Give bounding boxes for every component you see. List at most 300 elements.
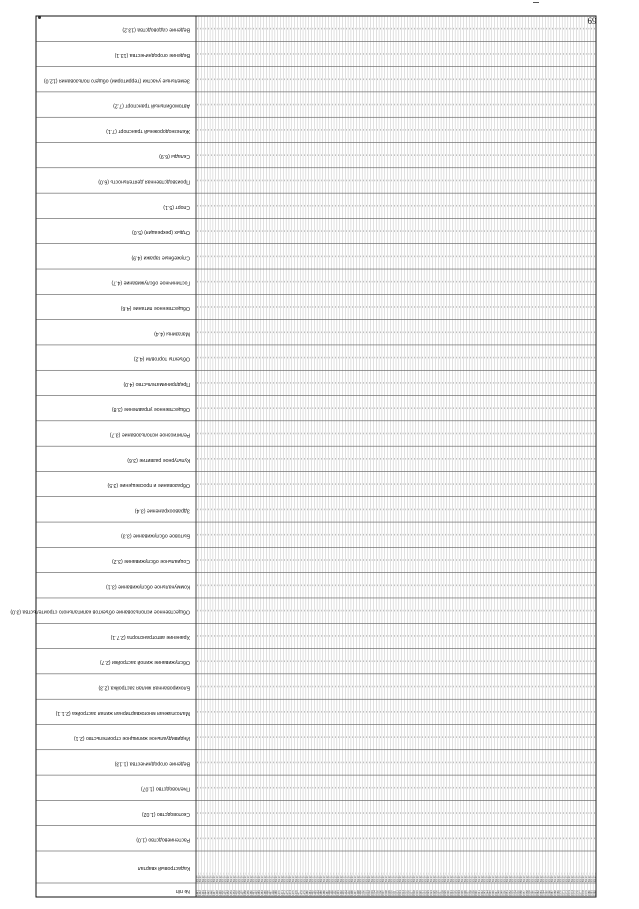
row-quarter: 63:17:... [514, 872, 518, 882]
row-number: 1537 [466, 890, 470, 896]
row-number: 1514 [401, 890, 405, 896]
row-number: 1527 [438, 890, 442, 896]
column-header: Обслуживание жилой застройки (2.7) [99, 659, 190, 666]
row-number: 1464 [261, 890, 265, 896]
row-quarter: 63:17:... [207, 872, 211, 882]
row-number: 1480 [306, 890, 310, 896]
row-number: 1515 [404, 890, 408, 896]
row-quarter: 63:17:... [486, 872, 490, 882]
row-number: 1478 [300, 890, 304, 896]
row-number: 1524 [430, 890, 434, 896]
row-number: 1556 [520, 890, 524, 896]
row-quarter: 63:17:... [506, 872, 510, 882]
row-quarter: 63:17:... [542, 872, 546, 882]
row-quarter: 63:17:... [297, 872, 301, 882]
row-quarter: 63:17:... [568, 872, 572, 882]
row-number: 1554 [514, 890, 518, 896]
row-number: 1483 [314, 890, 318, 896]
row-number: 1450 [221, 890, 225, 896]
column-header: Бытовое обслуживание (3.3) [120, 532, 190, 539]
row-number: 1577 [579, 890, 583, 896]
column-header: Блокированная жилая застройка (2.3) [98, 684, 190, 691]
row-number: 1451 [224, 890, 228, 896]
row-number: 1453 [230, 890, 234, 896]
row-quarter: 63:17:... [258, 872, 262, 882]
row-quarter: 63:17:... [323, 872, 327, 882]
row-number: 1491 [337, 890, 341, 896]
row-number: 1460 [249, 890, 253, 896]
column-header: Общественное управление (3.8) [111, 406, 190, 413]
row-quarter: 63:17:... [356, 872, 360, 882]
row-number: 1579 [584, 890, 588, 896]
row-number: 1541 [477, 890, 481, 896]
column-header: Автомобильный транспорт (7.2) [113, 102, 190, 109]
row-number: 1517 [410, 890, 414, 896]
column-header: Общественное питание (4.6) [120, 304, 190, 311]
row-number: 1518 [413, 890, 417, 896]
row-number: 1505 [376, 890, 380, 896]
row-number: 1449 [218, 890, 222, 896]
row-quarter: 63:17:... [407, 872, 411, 882]
row-quarter: 63:17:... [461, 872, 465, 882]
row-quarter: 63:17:... [269, 872, 273, 882]
row-quarter: 63:17:... [215, 872, 219, 882]
row-quarter: 63:17:... [497, 872, 501, 882]
row-quarter: 63:17:... [334, 872, 338, 882]
row-quarter: 63:17:... [277, 872, 281, 882]
row-number: 1571 [562, 890, 566, 896]
column-header: Здравоохранение (3.4) [134, 507, 190, 514]
row-number: 1466 [266, 890, 270, 896]
row-number: 1544 [486, 890, 490, 896]
row-quarter: 63:17:... [365, 872, 369, 882]
row-quarter: 63:17:... [354, 872, 357, 882]
row-quarter: 63:17:... [483, 872, 487, 882]
row-quarter: 63:17:... [351, 872, 355, 882]
page-number: 69 [587, 16, 597, 26]
row-number: 1500 [362, 890, 366, 896]
row-quarter: 63:17:... [342, 872, 346, 882]
column-header: Земельные участки (территории) общего пользования (12.0) [43, 77, 190, 84]
column-header: Предпринимательство (4.0) [123, 380, 190, 387]
row-number: 1506 [379, 890, 383, 896]
row-quarter: 63:17:... [255, 872, 259, 882]
column-header: Ведение садоводства (13.2) [122, 26, 190, 33]
row-quarter: 63:17:... [441, 872, 445, 882]
row-quarter: 63:17:... [213, 872, 217, 882]
column-header: Объекты торговли (4.2) [133, 355, 190, 362]
row-quarter: 63:17:... [393, 872, 397, 882]
row-number: 1475 [292, 890, 296, 896]
row-number: 1513 [399, 890, 403, 896]
row-number: 1497 [354, 890, 357, 896]
row-number: 1512 [396, 890, 400, 896]
row-number: 1570 [559, 890, 563, 896]
column-header: № п/п [175, 888, 190, 894]
row-number: 1578 [582, 890, 586, 896]
row-number: 1488 [328, 890, 332, 896]
row-quarter: 63:17:... [359, 872, 363, 882]
row-number: 1582 [593, 890, 597, 896]
row-quarter: 63:17:... [559, 872, 563, 882]
column-header: Культурное развитие (3.6) [127, 456, 190, 463]
row-number: 1462 [255, 890, 259, 896]
row-quarter: 63:17:... [331, 872, 335, 882]
row-quarter: 63:17:... [294, 872, 298, 882]
row-number: 1441 [196, 890, 200, 896]
row-number: 1550 [503, 890, 507, 896]
row-number: 1535 [461, 890, 465, 896]
row-number: 1446 [210, 890, 214, 896]
row-quarter: 63:17:... [584, 872, 588, 882]
row-number: 1493 [342, 890, 346, 896]
row-number: 1477 [297, 890, 301, 896]
column-header: Магазины (4.4) [154, 330, 190, 337]
row-quarter: 63:17:... [427, 872, 431, 882]
row-quarter: 63:17:... [289, 872, 293, 882]
row-number: 1569 [556, 890, 560, 896]
column-header: Отдых (рекреация) (5.0) [132, 229, 190, 236]
row-number: 1454 [232, 890, 236, 896]
row-number: 1526 [435, 890, 439, 896]
row-number: 1471 [280, 890, 284, 896]
row-number: 1538 [469, 890, 473, 896]
row-quarter: 63:17:... [545, 872, 549, 882]
row-number: 1485 [320, 890, 324, 896]
row-quarter: 63:17:... [520, 872, 524, 882]
row-number: 1529 [444, 890, 448, 896]
row-quarter: 63:17:... [320, 872, 324, 882]
row-quarter: 63:17:... [376, 872, 380, 882]
row-number: 1567 [551, 890, 555, 896]
row-number: 1568 [554, 890, 557, 896]
row-quarter: 63:17:... [517, 872, 521, 882]
row-quarter: 63:17:... [410, 872, 414, 882]
row-number: 1442 [199, 890, 203, 896]
column-header: Образование и просвещение (3.5) [107, 482, 190, 489]
row-number: 1481 [308, 890, 312, 896]
column-header: Малоэтажная многоквартирная жилая застройка (2.1.1) [55, 709, 190, 716]
row-number: 1522 [424, 890, 428, 896]
row-quarter: 63:17:... [587, 872, 591, 882]
row-quarter: 63:17:... [500, 872, 504, 882]
row-quarter: 63:17:... [300, 872, 304, 882]
row-quarter: 63:17:... [593, 872, 597, 882]
row-quarter: 63:17:... [286, 872, 290, 882]
column-header: Гостиничное обслуживание (4.7) [111, 279, 190, 286]
column-header: Коммунальное обслуживание (3.1) [105, 583, 190, 590]
row-quarter: 63:17:... [249, 872, 253, 882]
row-quarter: 63:17:... [579, 872, 583, 882]
row-quarter: 63:17:... [362, 872, 366, 882]
row-quarter: 63:17:... [523, 872, 527, 882]
row-quarter: 63:17:... [387, 872, 391, 882]
row-quarter: 63:17:... [221, 872, 225, 882]
row-quarter: 63:17:... [201, 872, 205, 882]
row-quarter: 63:17:... [582, 872, 586, 882]
row-number: 1448 [215, 890, 219, 896]
row-number: 1560 [531, 890, 535, 896]
rotated-table-wrapper [0, 4, 635, 909]
row-number: 1547 [494, 890, 498, 896]
row-quarter: 63:17:... [458, 872, 462, 882]
row-quarter: 63:17:... [275, 872, 279, 882]
row-number: 1521 [421, 890, 425, 896]
row-quarter: 63:17:... [204, 872, 208, 882]
row-quarter: 63:17:... [421, 872, 425, 882]
row-quarter: 63:17:... [382, 872, 386, 882]
row-number: 1531 [449, 890, 453, 896]
row-quarter: 63:17:... [438, 872, 442, 882]
row-quarter: 63:17:... [415, 872, 419, 882]
row-quarter: 63:17:... [280, 872, 284, 882]
row-number: 1564 [542, 890, 546, 896]
row-number: 1562 [537, 890, 541, 896]
row-quarter: 63:17:... [511, 872, 515, 882]
row-quarter: 63:17:... [317, 872, 321, 882]
row-quarter: 63:17:... [508, 872, 512, 882]
row-quarter: 63:17:... [539, 872, 543, 882]
row-number: 1490 [334, 890, 338, 896]
row-number: 1492 [339, 890, 343, 896]
row-number: 1470 [277, 890, 281, 896]
column-header: Служебные гаражи (4.9) [131, 254, 190, 261]
row-quarter: 63:17:... [573, 872, 577, 882]
row-number: 1444 [204, 890, 208, 896]
row-quarter: 63:17:... [390, 872, 394, 882]
row-number: 1472 [283, 890, 287, 896]
row-number: 1473 [286, 890, 290, 896]
column-header: Религиозное использование (3.7) [109, 431, 190, 438]
row-quarter: 63:17:... [314, 872, 318, 882]
row-quarter: 63:17:... [525, 872, 529, 882]
row-number: 1468 [272, 890, 276, 896]
column-header: Индивидуальное жилищное строительство (2.1) [73, 735, 190, 742]
column-header: Общественное использование объектов капитального строительства (3.0) [10, 608, 190, 615]
row-number: 1536 [463, 890, 467, 896]
row-number: 1504 [373, 890, 377, 896]
row-quarter: 63:17:... [306, 872, 310, 882]
row-number: 1495 [348, 890, 352, 896]
row-number: 1548 [497, 890, 501, 896]
row-quarter: 63:17:... [477, 872, 481, 882]
row-quarter: 63:17:... [272, 872, 276, 882]
row-number: 1455 [235, 890, 239, 896]
row-quarter: 63:17:... [424, 872, 428, 882]
row-quarter: 63:17:... [199, 872, 203, 882]
row-number: 1511 [393, 890, 397, 896]
row-number: 1474 [289, 890, 293, 896]
row-quarter: 63:17:... [210, 872, 214, 882]
row-number: 1540 [475, 890, 479, 896]
row-number: 1573 [568, 890, 572, 896]
row-number: 1525 [432, 890, 436, 896]
row-quarter: 63:17:... [570, 872, 574, 882]
row-number: 1452 [227, 890, 231, 896]
row-quarter: 63:17:... [418, 872, 422, 882]
row-quarter: 63:17:... [562, 872, 566, 882]
row-number: 1543 [483, 890, 487, 896]
row-quarter: 63:17:... [430, 872, 434, 882]
row-quarter: 63:17:... [368, 872, 372, 882]
row-quarter: 63:17:... [345, 872, 349, 882]
row-quarter: 63:17:... [266, 872, 270, 882]
row-number: 1580 [587, 890, 591, 896]
row-quarter: 63:17:... [590, 872, 594, 882]
column-header: Ведение огородничества (13.1) [114, 51, 190, 58]
row-quarter: 63:17:... [446, 872, 450, 882]
row-quarter: 63:17:... [534, 872, 538, 882]
row-quarter: 63:17:... [379, 872, 383, 882]
row-quarter: 63:17:... [399, 872, 403, 882]
row-number: 1494 [345, 890, 349, 896]
row-quarter: 63:17:... [311, 872, 315, 882]
row-quarter: 63:17:... [548, 872, 552, 882]
row-number: 1576 [576, 890, 580, 896]
row-number: 1552 [508, 890, 512, 896]
row-number: 1561 [534, 890, 538, 896]
row-quarter: 63:17:... [384, 872, 388, 882]
row-quarter: 63:17:... [528, 872, 532, 882]
row-number: 1551 [506, 890, 510, 896]
row-number: 1516 [407, 890, 411, 896]
row-quarter: 63:17:... [556, 872, 560, 882]
row-number: 1566 [548, 890, 552, 896]
row-number: 1565 [545, 890, 549, 896]
column-header: Социальное обслуживание (3.2) [112, 558, 190, 565]
row-quarter: 63:17:... [489, 872, 493, 882]
row-number: 1443 [201, 890, 205, 896]
row-quarter: 63:17:... [241, 872, 245, 882]
row-number: 1558 [525, 890, 529, 896]
row-number: 1457 [241, 890, 245, 896]
row-quarter: 63:17:... [232, 872, 236, 882]
column-header: Ведение огородничества (1.13) [114, 760, 190, 767]
row-number: 1467 [269, 890, 273, 896]
row-number: 1469 [275, 890, 279, 896]
row-number: 1545 [489, 890, 493, 896]
row-quarter: 63:17:... [432, 872, 436, 882]
row-number: 1559 [528, 890, 532, 896]
row-number: 1465 [263, 890, 267, 896]
row-number: 1530 [446, 890, 450, 896]
row-number: 1532 [452, 890, 456, 896]
row-quarter: 63:17:... [348, 872, 352, 882]
row-number: 1501 [365, 890, 369, 896]
row-quarter: 63:17:... [224, 872, 228, 882]
row-number: 1557 [523, 890, 527, 896]
row-quarter: 63:17:... [475, 872, 479, 882]
row-quarter: 63:17:... [246, 872, 250, 882]
row-quarter: 63:17:... [469, 872, 473, 882]
row-quarter: 63:17:... [244, 872, 248, 882]
row-quarter: 63:17:... [218, 872, 222, 882]
column-header: Пчеловодство (1.07) [140, 785, 190, 792]
column-header: Скотоводство (1.02) [141, 811, 190, 818]
row-quarter: 63:17:... [463, 872, 467, 882]
row-number: 1499 [359, 890, 363, 896]
row-quarter: 63:17:... [494, 872, 498, 882]
row-quarter: 63:17:... [537, 872, 541, 882]
row-number: 1553 [511, 890, 515, 896]
row-quarter: 63:17:... [325, 872, 329, 882]
row-quarter: 63:17:... [337, 872, 341, 882]
row-number: 1574 [570, 890, 574, 896]
row-quarter: 63:17:... [230, 872, 234, 882]
row-number: 1461 [252, 890, 256, 896]
row-quarter: 63:17:... [554, 872, 557, 882]
row-quarter: 63:17:... [308, 872, 312, 882]
column-header: Железнодорожный транспорт (7.1) [106, 127, 190, 134]
row-quarter: 63:17:... [455, 872, 459, 882]
row-number: 1502 [368, 890, 372, 896]
row-number: 1476 [294, 890, 298, 896]
row-quarter: 63:17:... [370, 872, 374, 882]
row-quarter: 63:17:... [551, 872, 555, 882]
row-quarter: 63:17:... [435, 872, 439, 882]
row-quarter: 63:17:... [531, 872, 535, 882]
column-header: Хранение автотранспорта (2.7.1) [110, 633, 190, 640]
row-number: 1447 [213, 890, 217, 896]
row-number: 1572 [565, 890, 569, 896]
row-number: 1463 [258, 890, 262, 896]
row-quarter: 63:17:... [292, 872, 296, 882]
row-number: 1539 [472, 890, 476, 896]
row-quarter: 63:17:... [503, 872, 507, 882]
row-quarter: 63:17:... [303, 872, 307, 882]
row-number: 1456 [238, 890, 242, 896]
row-number: 1528 [441, 890, 445, 896]
row-quarter: 63:17:... [373, 872, 377, 882]
row-number: 1498 [356, 890, 360, 896]
row-number: 1581 [590, 890, 594, 896]
row-quarter: 63:17:... [227, 872, 231, 882]
column-header: Производственная деятельность (6.0) [98, 178, 190, 185]
row-number: 1549 [500, 890, 504, 896]
row-number: 1445 [207, 890, 211, 896]
row-quarter: 63:17:... [466, 872, 470, 882]
row-number: 1542 [480, 890, 484, 896]
row-number: 1487 [325, 890, 329, 896]
row-number: 1482 [311, 890, 315, 896]
row-number: 1555 [517, 890, 521, 896]
row-quarter: 63:17:... [480, 872, 484, 882]
row-number: 1459 [246, 890, 250, 896]
row-quarter: 63:17:... [565, 872, 569, 882]
row-quarter: 63:17:... [339, 872, 343, 882]
row-number: 1507 [382, 890, 386, 896]
row-number: 1484 [317, 890, 321, 896]
row-quarter: 63:17:... [261, 872, 265, 882]
row-number: 1520 [418, 890, 422, 896]
row-quarter: 63:17:... [401, 872, 405, 882]
row-number: 1563 [539, 890, 543, 896]
row-quarter: 63:17:... [238, 872, 242, 882]
column-header: Кадастровый квартал [137, 865, 190, 871]
row-number: 1503 [370, 890, 374, 896]
row-quarter: 63:17:... [413, 872, 417, 882]
row-quarter: 63:17:... [328, 872, 332, 882]
row-quarter: 63:17:... [576, 872, 580, 882]
row-number: 1509 [387, 890, 391, 896]
row-quarter: 63:17:... [404, 872, 408, 882]
data-table [0, 4, 635, 909]
row-quarter: 63:17:... [283, 872, 287, 882]
row-number: 1458 [244, 890, 248, 896]
row-number: 1486 [323, 890, 327, 896]
row-quarter: 63:17:... [235, 872, 239, 882]
row-number: 1508 [384, 890, 388, 896]
